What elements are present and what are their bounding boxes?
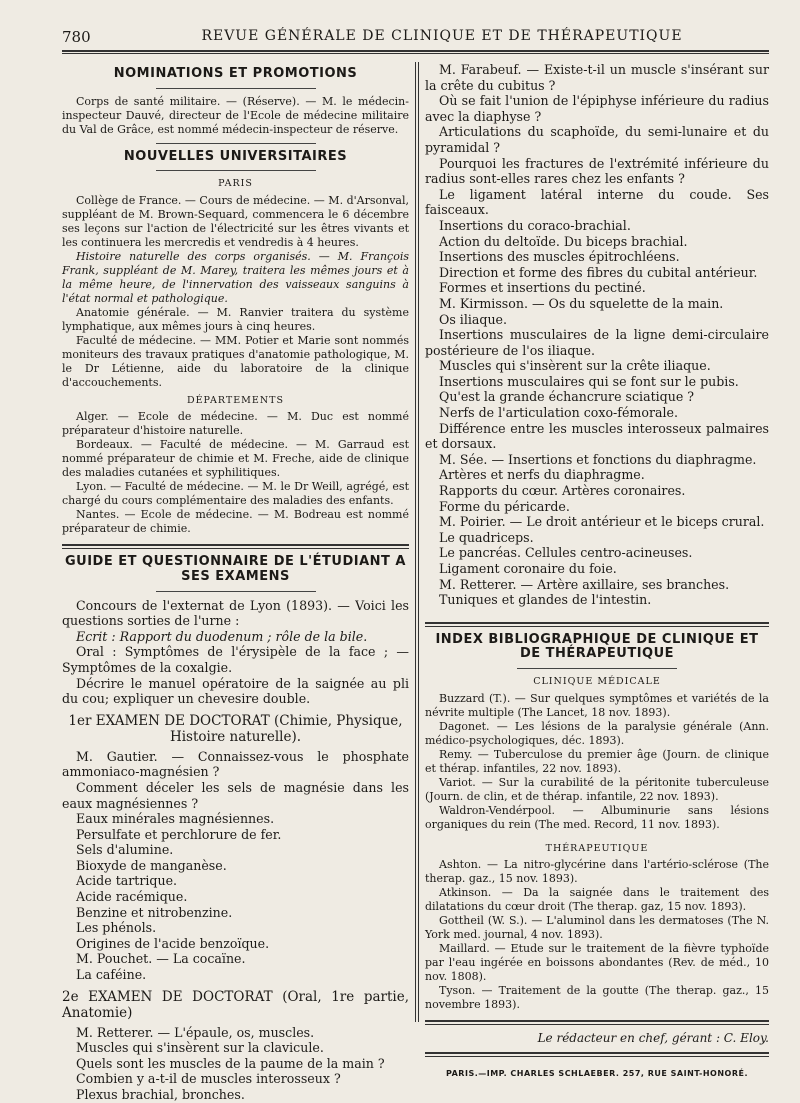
exam1-question: Acide racémique. [76,889,188,905]
exam1-question: Eaux minérales magnésiennes. [76,811,275,827]
biblio-entry: Dagonet. — Les lésions de la paralysie générale (Ann. médico-psychologiques, déc. 1893). [425,719,769,747]
exam1-question: Sels d'alumine. [76,842,174,858]
anatomy-question: Rapports du cœur. Artères coronaires. [439,483,686,499]
exam1-question: Acide tartrique. [76,873,178,889]
anatomy-question: Insertions des muscles épitrochléens. [439,249,680,265]
nominations-heading: NOMINATIONS ET PROMOTIONS [113,66,358,81]
biblio-entry: Atkinson. — Da la saignée dans le traitement des dilatations du cœur droit (The therap. gaz, 15 nov. 1893). [425,886,769,914]
anatomy-question: Formes et insertions du pectiné. [439,280,646,296]
section-double-rule [425,1052,769,1057]
therapeutique-subheading: THÉRAPEUTIQUE [545,842,649,854]
exam2-question: M. Retterer. — L'épaule, os, muscles. [76,1024,315,1040]
bordeaux-text: Bordeaux. — Faculté de médecine. — M. Garraud est nommé préparateur de chimie et M. Freche, aide de clinique des maladies cutanées et syphilitiques. [62,438,409,480]
anatomy-question: Nerfs de l'articulation coxo-fémorale. [439,405,678,421]
anatomy-question: M. Kirmisson. — Os du squelette de la main. [439,295,724,311]
exam2-question: Combien y a-t-il de muscles interosseux ? [76,1071,341,1087]
anatomy-question: Où se fait l'union de l'épiphyse inférieure du radius avec la diaphyse ? [425,93,769,124]
oral-line: Oral : Symptômes de l'érysipèle de la face ; — Symptômes de la coxalgie. [62,644,409,675]
exam1-question: Bioxyde de manganèse. [76,857,227,873]
ecrit-line: Ecrit : Rapport du duodenum ; rôle de la bile. [76,628,368,644]
column-divider [415,62,416,1022]
biblio-entry: Waldron-Vendérpool. — Albuminurie sans lésions organiques du rein (The med. Record, 11 nov. 1893). [425,803,769,831]
faculte-paris-text: Faculté de médecine. — MM. Potier et Marie sont nommés moniteurs des travaux pratiques d'anatomie pathologique, M. le Dr Létienne, aide du laboratoire de la clinique d'accouchements. [62,333,409,389]
nouvelles-heading: NOUVELLES UNIVERSITAIRES [123,148,348,164]
editor-signature: Le rédacteur en chef, gérant : C. Eloy. [537,1031,769,1046]
exam1-question: Benzine et nitrobenzine. [76,904,233,920]
externat-intro: Concours de l'externat de Lyon (1893). — Voici les questions sorties de l'urne : [62,597,409,629]
biblio-entry: Maillard. — Etude sur le traitement de la fièvre typhoïde par l'eau ingérée en boissons abondantes (Rev. de méd., 10 nov. 1808). [425,942,769,984]
section-rule [156,170,316,171]
anatomy-question: Qu'est la grande échancrure sciatique ? [439,389,695,405]
anatomie-generale-text: Anatomie générale. — M. Ranvier traitera du système lymphatique, aux mêmes jours à cinq heures. [62,305,409,333]
lyon-text: Lyon. — Faculté de médecine. — M. le Dr Weill, agrégé, est chargé du cours complémentaire des maladies des enfants. [62,480,409,508]
anatomy-question: Artères et nerfs du diaphragme. [439,467,645,483]
anatomy-question: Ligament coronaire du foie. [439,561,617,576]
anatomy-question: Différence entre les muscles interosseux palmaires et dorsaux. [425,420,769,452]
exam1-question: M. Pouchet. — La cocaïne. [76,951,246,967]
anatomy-question: Forme du péricarde. [439,498,570,514]
exam1-question: Les phénols. [76,920,157,936]
index-heading: INDEX BIBLIOGRAPHIQUE DE CLINIQUE ET DE THÉRAPEUTIQUE [435,631,759,662]
biblio-entry: Ashton. — La nitro-glycérine dans l'artério-sclérose (The therap. gaz., 15 nov. 1893). [425,858,769,886]
saignee-line: Décrire le manuel opératoire de la saignée au pli du cou; expliquer un chevesire double. [62,675,409,707]
header-rule [62,50,769,52]
anatomy-question: Le ligament latéral interne du coude. Ses faisceaux. [425,186,769,218]
clinique-subheading: CLINIQUE MÉDICALE [533,675,661,687]
alger-text: Alger. — Ecole de médecine. — M. Duc est nommé préparateur d'histoire naturelle. [62,410,409,438]
section-double-rule [62,544,409,549]
anatomy-question: Le quadriceps. [439,529,534,545]
anatomy-question: Action du deltoïde. Du biceps brachial. [439,233,688,249]
column-divider-inner [418,62,419,1022]
exam1-question: M. Gautier. — Connaissez-vous le phosphate ammoniaco-magnésien ? [62,748,409,780]
biblio-entry: Buzzard (T.). — Sur quelques symptômes et variétés de la névrite multiple (The Lancet, 18 nov. 1893). [425,691,769,719]
anatomy-question: M. Retterer. — Artère axillaire, ses branches. [439,576,730,592]
biblio-entry: Remy. — Tuberculose du premier âge (Journ. de clinique et thérap. infantiles, 22 nov. 1893). [425,747,769,775]
biblio-entry: Gottheil (W. S.). — L'aluminol dans les dermatoses (The N. York med. journal, 4 nov. 1893). [425,914,769,942]
exam2-question: Plexus brachial, bronches. [76,1087,245,1102]
anatomy-question: Os iliaque. [439,311,508,327]
section-rule [517,668,677,669]
histoire-naturelle-text: Histoire naturelle des corps organisés. — M. François Frank, suppléant de M. Marey, traitera les mêmes jours et à la même heure, de l'innervation des vaisseaux sanguins à l'état normal et pathologique. [62,249,409,305]
anatomy-question: Articulations du scaphoïde, du semi-lunaire et du pyramidal ? [425,124,769,155]
guide-heading: GUIDE ET QUESTIONNAIRE DE L'ÉTUDIANT A SES EXAMENS [64,554,406,584]
printer-imprint: PARIS.—IMP. CHARLES SCHLAEBER. 257, RUE SAINT-HONORÉ. [445,1068,749,1078]
anatomy-question: Insertions musculaires qui se font sur le pubis. [439,373,739,389]
section-rule [156,591,316,592]
exam1-question: Persulfate et perchlorure de fer. [76,826,282,842]
section-rule [156,88,316,89]
right-column [425,62,769,1081]
exam2-question: Muscles qui s'insèrent sur la clavicule. [76,1040,324,1056]
biblio-entry: Variot. — Sur la curabilité de la péritonite tuberculeuse (Journ. de clin, et de thérap. infantile, 22 nov. 1893). [425,775,769,803]
anatomy-question: M. Farabeuf. — Existe-t-il un muscle s'insérant sur la crête du cubitus ? [425,62,769,93]
exam1-question: Origines de l'acide benzoïque. [76,935,270,951]
section-double-rule [425,622,769,627]
exam2-heading: 2e EXAMEN DE DOCTORAT (Oral, 1re partie, Anatomie) [62,988,409,1021]
page-number: 780 [62,28,91,46]
nominations-text: Corps de santé militaire. — (Réserve). — M. le médecin-inspecteur Dauvé, directeur de l'Ecole de médecine militaire du Val de Grâce, est nommé médecin-inspecteur de réserve. [62,94,409,136]
anatomy-question: Muscles qui s'insèrent sur la crête iliaque. [439,358,711,374]
anatomy-question: Direction et forme des fibres du cubital antérieur. [439,264,758,280]
running-title: REVUE GÉNÉRALE DE CLINIQUE ET DE THÉRAPEUTIQUE [201,28,683,44]
college-de-france-text: Collège de France. — Cours de médecine. — M. d'Arsonval, suppléant de M. Brown-Sequard, commencera le 6 décembre ses leçons sur l'action de l'électricité sur les êtres vivants et les continuera les mercredis et vendredis à 4 heures. [62,193,409,249]
page-header [62,28,762,50]
exam2-questions [62,1025,409,1103]
left-column [62,62,409,1103]
anatomy-question: Insertions du coraco-brachial. [439,217,631,233]
exam2-question: Quels sont les muscles de la paume de la main ? [76,1055,385,1071]
anatomy-questions [425,62,769,608]
anatomy-question: Le pancréas. Cellules centro-acineuses. [439,545,693,561]
anatomy-question: Insertions musculaires de la ligne demi-circulaire postérieure de l'os iliaque. [425,327,769,358]
anatomy-question: Tuniques et glandes de l'intestin. [439,592,652,608]
section-double-rule [425,1020,769,1025]
exam1-questions [62,749,409,983]
departements-subheading: DÉPARTEMENTS [186,394,284,406]
anatomy-question: M. Sée. — Insertions et fonctions du diaphragme. [439,451,757,467]
paris-subheading: PARIS [218,178,253,190]
section-rule [156,143,316,144]
biblio-entry: Tyson. — Traitement de la goutte (The therap. gaz., 15 novembre 1893). [425,984,769,1012]
exam1-question: La caféine. [76,967,147,983]
nantes-text: Nantes. — Ecole de médecine. — M. Bodreau est nommé préparateur de chimie. [62,508,409,536]
anatomy-question: Pourquoi les fractures de l'extrémité inférieure du radius sont-elles rares chez les enfants ? [425,155,769,187]
exam1-heading: 1er EXAMEN DE DOCTORAT (Chimie, Physique, Histoire naturelle). [68,712,403,745]
anatomy-question: M. Poirier. — Le droit antérieur et le biceps crural. [439,514,765,530]
header-rule-thin [62,53,769,54]
exam1-question: Comment déceler les sels de magnésie dans les eaux magnésiennes ? [62,779,409,811]
